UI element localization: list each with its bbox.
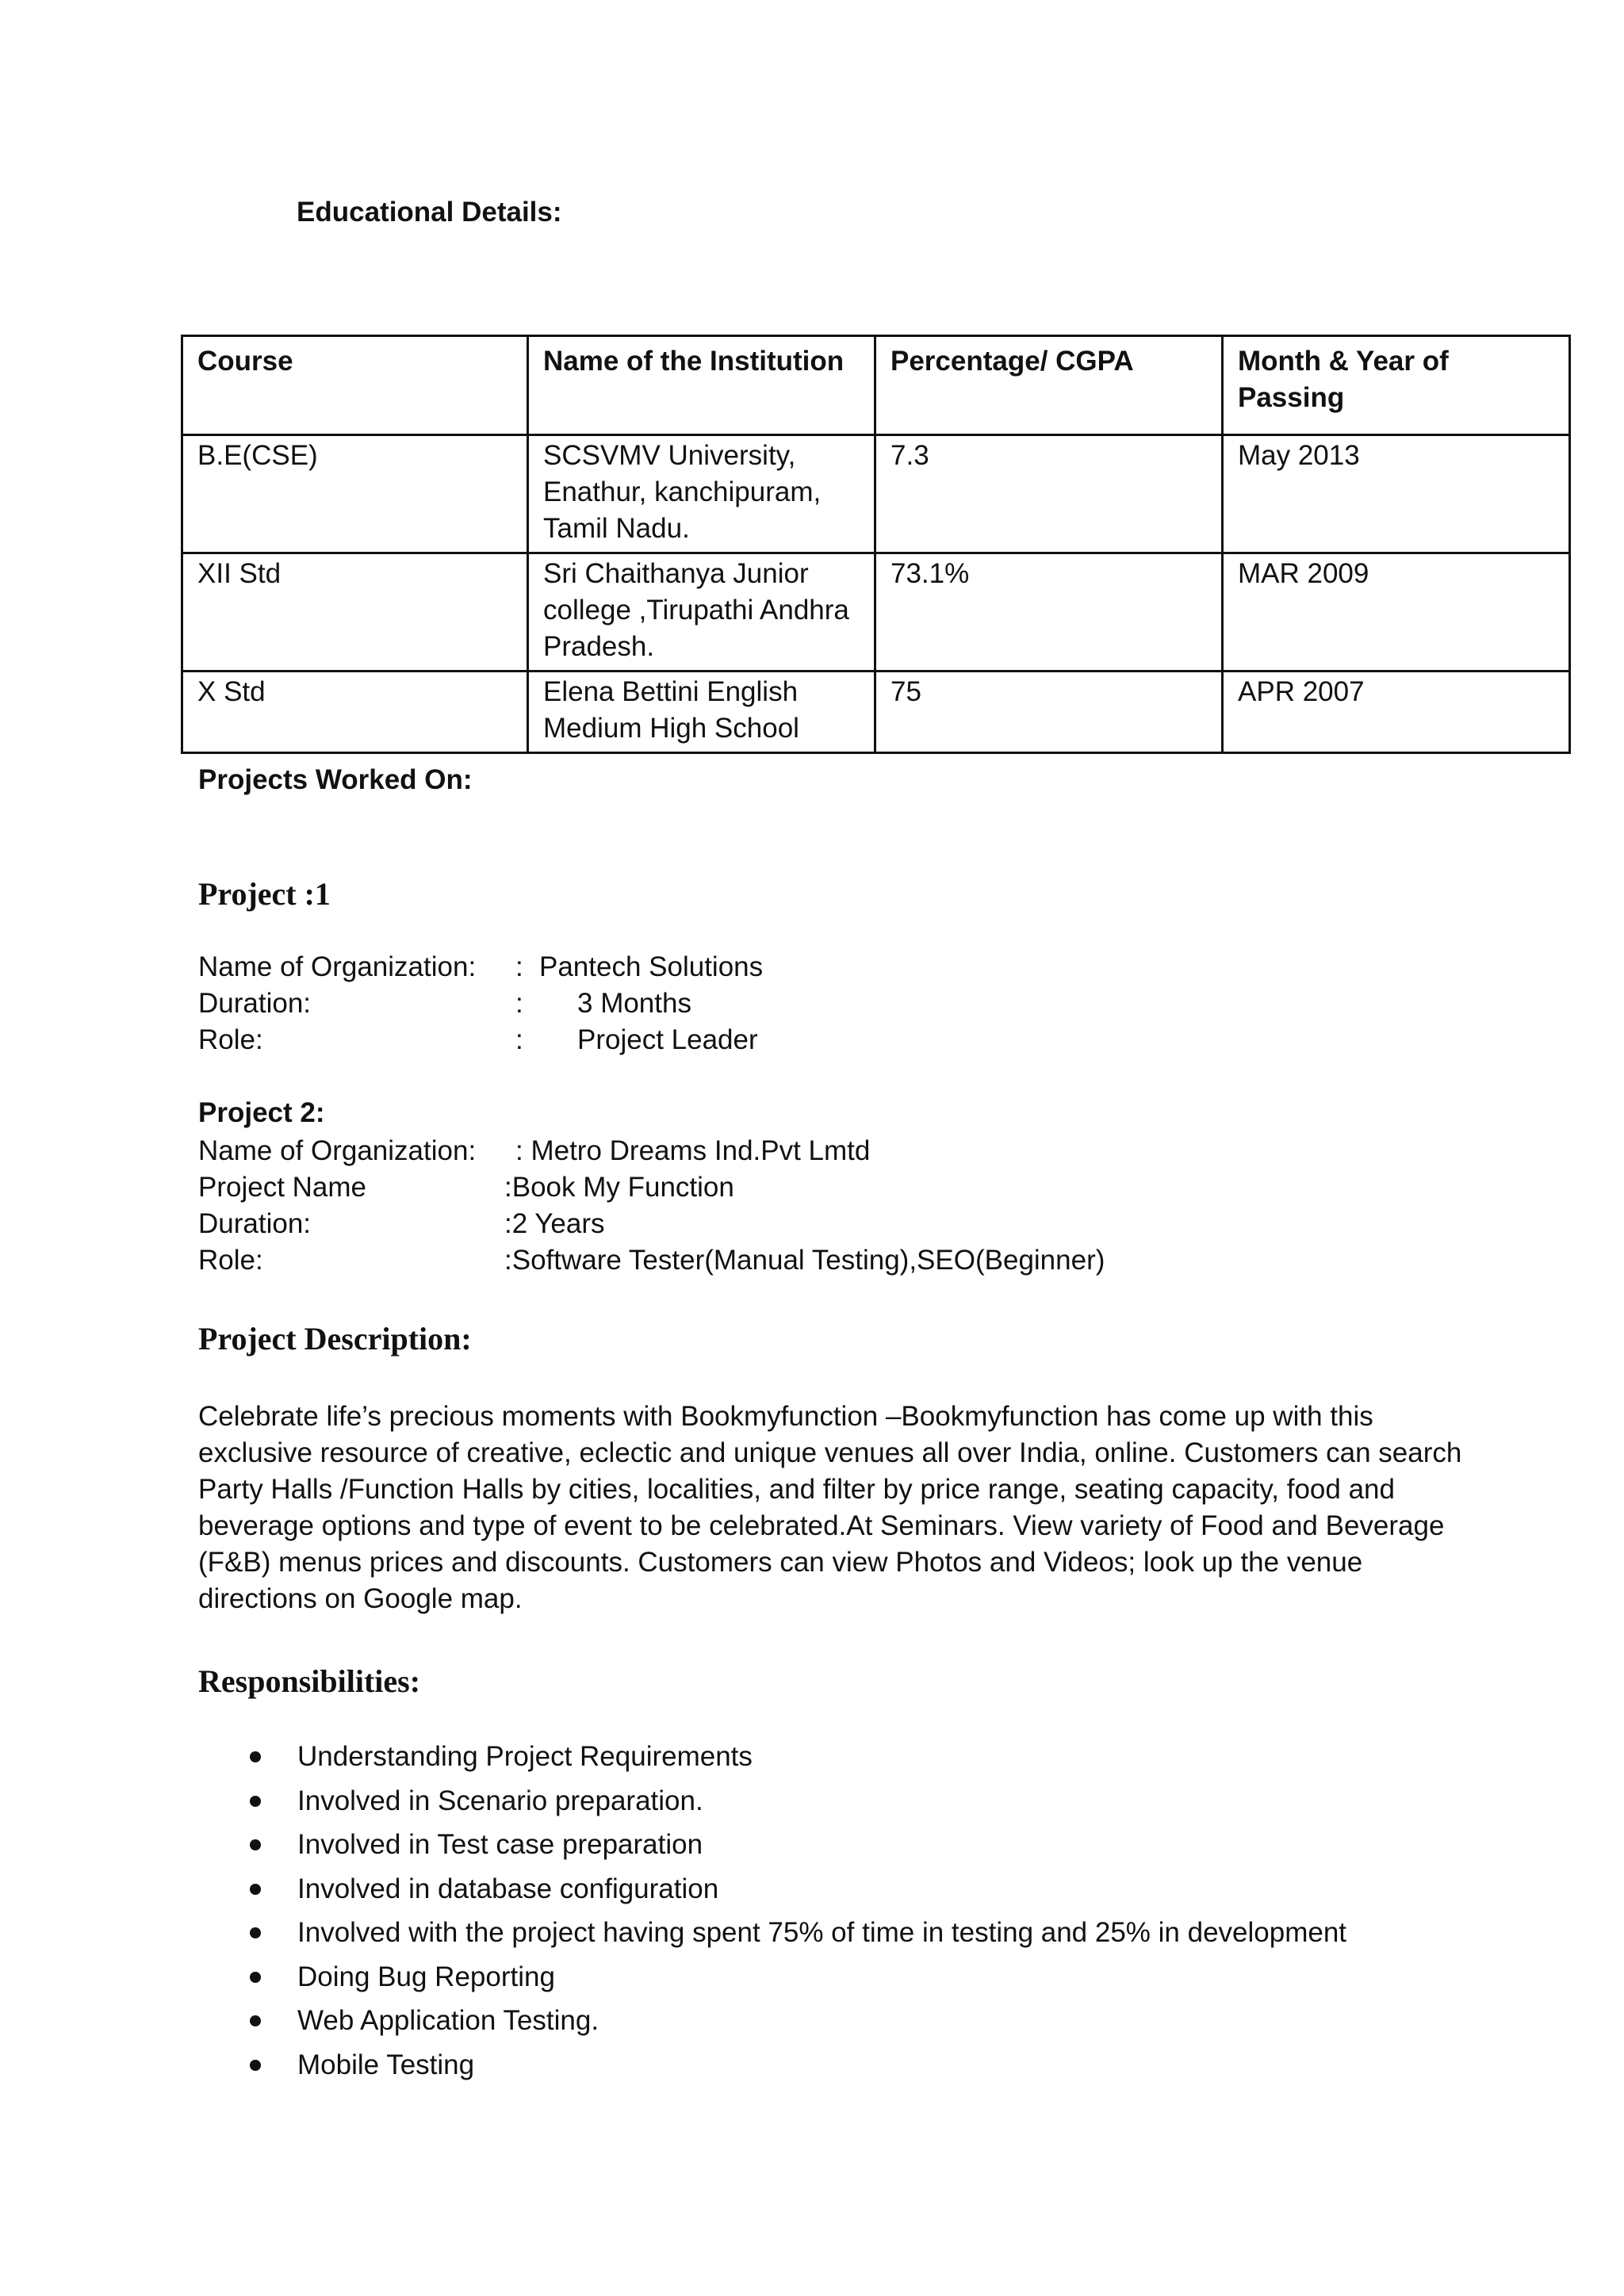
field-label: Role: <box>198 1245 263 1276</box>
table-row <box>182 435 1570 553</box>
bullet-icon <box>250 1796 261 1807</box>
bullet-icon <box>250 1927 261 1938</box>
field-separator: : <box>515 951 523 982</box>
field-value: Pantech Solutions <box>539 951 764 982</box>
institution-cell: Sri Chaithanya Junior college ,Tirupathi Andhra Pradesh. <box>528 553 875 672</box>
list-item-text: Web Application Testing. <box>297 2005 599 2036</box>
column-header: Name of the Institution <box>528 336 875 435</box>
field-separator: : <box>515 1024 523 1055</box>
list-item <box>246 1783 1346 1827</box>
field-value: :2 Years <box>504 1208 605 1239</box>
education-heading: Educational Details: <box>297 197 562 228</box>
list-item-text: Involved in Scenario preparation. <box>297 1785 703 1816</box>
bullet-icon <box>250 2015 261 2026</box>
bullet-icon <box>250 1751 261 1762</box>
field-value: 3 Months <box>577 988 691 1019</box>
list-item-text: Doing Bug Reporting <box>297 1961 555 1992</box>
field-label: Name of Organization: <box>198 951 477 982</box>
field-value: :Software Tester(Manual Testing),SEO(Beginner) <box>504 1245 1105 1276</box>
responsibilities-heading: Responsibilities: <box>198 1663 421 1699</box>
responsibilities-list <box>246 1739 1346 2091</box>
score-cell: 75 <box>875 672 1223 753</box>
field-value: Project Leader <box>577 1024 758 1055</box>
bullet-icon <box>250 1839 261 1850</box>
education-table <box>181 335 1571 754</box>
column-header: Percentage/ CGPA <box>875 336 1223 435</box>
passing-cell: May 2013 <box>1223 435 1570 553</box>
field-label: Duration: <box>198 1208 312 1239</box>
description-text: Celebrate life’s precious moments with Bookmyfunction –Bookmyfunction has come up with this exclusive resource of creative, eclectic and unique venues all over India, online. Customers can search Party Halls /Function Halls by cities, localities, and filter by price range, seating capacity, food and beverage options and type of event to be celebrated.At Seminars. View variety of Food and Beverage (F&B) menus prices and discounts. Customers can view Photos and Videos; look up the venue directions on Google map. <box>198 1401 1462 1614</box>
list-item-text: Involved in Test case preparation <box>297 1829 703 1860</box>
bullet-icon <box>250 1972 261 1983</box>
passing-cell: APR 2007 <box>1223 672 1570 753</box>
field-label: Duration: <box>198 988 312 1019</box>
table-row <box>182 672 1570 753</box>
field-label: Name of Organization: <box>198 1135 477 1166</box>
field-separator: : <box>515 988 523 1019</box>
institution-cell: Elena Bettini English Medium High School <box>528 672 875 753</box>
list-item <box>246 1959 1346 2003</box>
bullet-icon <box>250 2060 261 2071</box>
projects-heading: Projects Worked On: <box>198 764 473 795</box>
list-item <box>246 1871 1346 1915</box>
field-value: :Book My Function <box>504 1172 734 1203</box>
project2-title: Project 2: <box>198 1097 325 1128</box>
description-heading: Project Description: <box>198 1321 472 1357</box>
column-header: Month & Year of Passing <box>1223 336 1570 435</box>
course-cell: X Std <box>182 672 528 753</box>
score-cell: 7.3 <box>875 435 1223 553</box>
column-header: Course <box>182 336 528 435</box>
passing-cell: MAR 2009 <box>1223 553 1570 672</box>
list-item <box>246 1915 1346 1959</box>
bullet-icon <box>250 1884 261 1895</box>
description-body <box>198 1399 1467 1617</box>
list-item-text: Mobile Testing <box>297 2049 475 2080</box>
list-item <box>246 2047 1346 2091</box>
list-item <box>246 1739 1346 1783</box>
institution-cell: SCSVMV University, Enathur, kanchipuram, Tamil Nadu. <box>528 435 875 553</box>
course-cell: XII Std <box>182 553 528 672</box>
list-item-text: Involved in database configuration <box>297 1873 719 1904</box>
table-row <box>182 553 1570 672</box>
list-item <box>246 1827 1346 1871</box>
field-value: : Metro Dreams Ind.Pvt Lmtd <box>515 1135 871 1166</box>
table-header-row <box>182 336 1570 435</box>
list-item-text: Understanding Project Requirements <box>297 1741 753 1772</box>
course-cell: B.E(CSE) <box>182 435 528 553</box>
field-label: Role: <box>198 1024 263 1055</box>
list-item-text: Involved with the project having spent 75% of time in testing and 25% in development <box>297 1917 1347 1948</box>
project1-title: Project :1 <box>198 876 331 912</box>
list-item <box>246 2003 1346 2047</box>
field-label: Project Name <box>198 1172 367 1203</box>
score-cell: 73.1% <box>875 553 1223 672</box>
